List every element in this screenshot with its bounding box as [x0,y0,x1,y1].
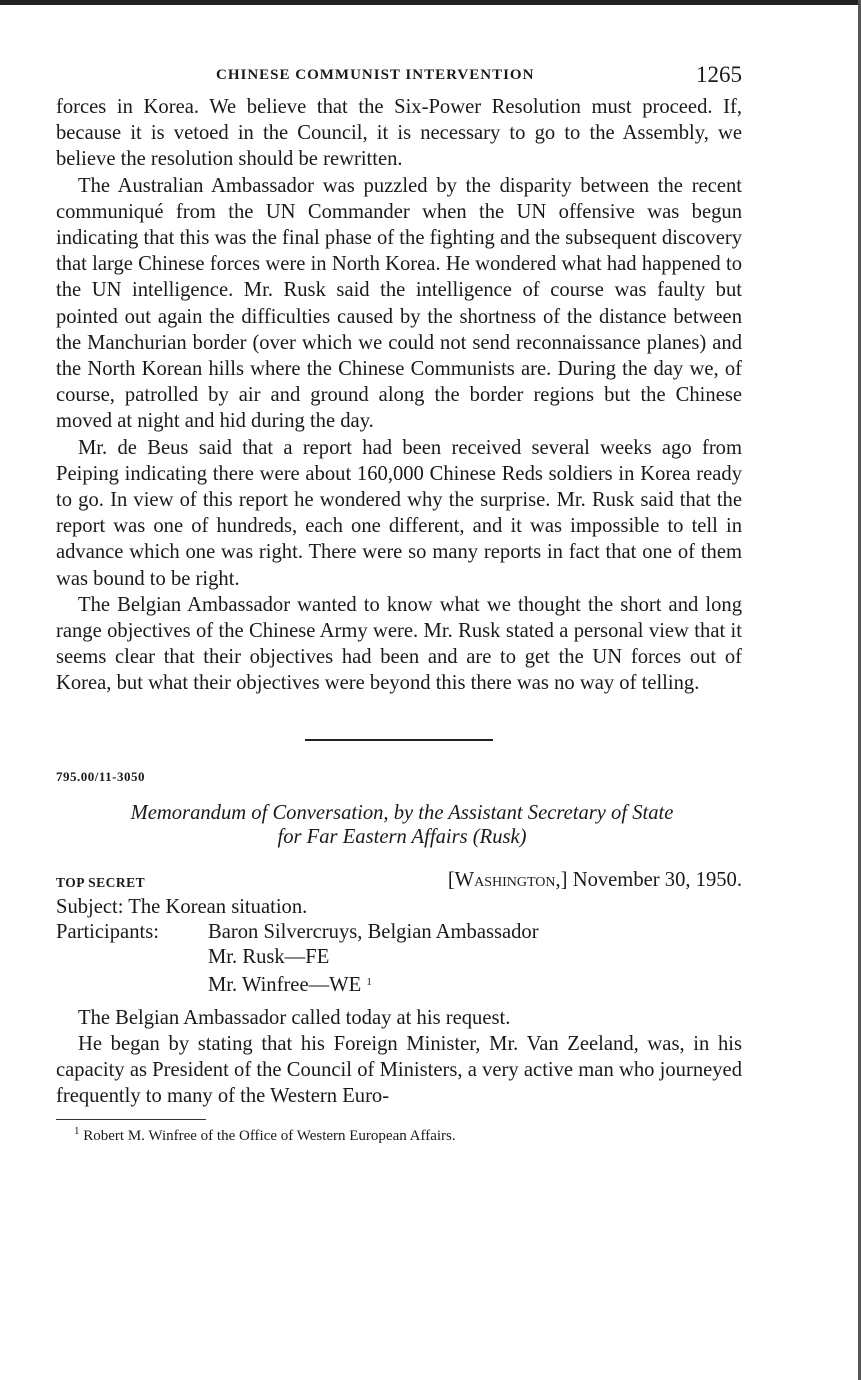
paragraph-continued: forces in Korea. We believe that the Six-Power Resolution must proceed. If, because it is vetoed in the Council, it is necessary to go to the Assembly, we believe the resolution should be rewritten. [56,96,742,171]
paragraph-de-beus: Mr. de Beus said that a report had been received several weeks ago from Peiping indicating there were about 160,000 Chinese Reds soldiers in Korea ready to go. In view of this report he wondered why the surprise. Mr. Rusk said that the report was one of hundreds, each one different, and it was impossible to tell in advance which one was right. There were so many reports in fact that one of them was bound to be right. [56,436,742,590]
document-id: 795.00/11-3050 [56,768,145,784]
participant-name-text: Mr. Winfree—WE [208,973,362,996]
memo-title-line-1: Memorandum of Conversation, by the Assistant Secretary of State [130,801,674,824]
footnote-text: Robert M. Winfree of the Office of Western European Affairs. [83,1128,456,1145]
participant-name: Baron Silvercruys, Belgian Ambassador [208,920,539,943]
subject-label: Subject: [56,895,124,918]
memo-meta [56,869,742,895]
participant-row [56,920,742,945]
memo-title-line-2: for Far Eastern Affairs (Rusk) [277,825,527,848]
footnote-marker: 1 [74,1125,80,1138]
participant-name: Mr. Rusk—FE [208,945,330,968]
participants-label: Participants: [56,920,159,943]
paragraph-australian-ambassador: The Australian Ambassador was puzzled by the disparity between the recent communiqué from the UN Commander when the UN offensive was begun indicating that this was the final phase of the fighting and the subsequent discovery that large Chinese forces were in North Korea. He wondered what had happened to the UN intelligence. Mr. Rusk said the intelligence of course was faulty but pointed out again the difficulties caused by the shortness of the distance between the Manchurian border (over which we could not send reconnaissance planes) and the North Korean hills where the Chinese Communists are. During the day we, of course, patrolled by air and ground along the border regions but the Chinese moved at night and hid during the day. [56,174,742,433]
place-date [448,869,742,892]
top-border [0,0,861,5]
subject-line [56,895,742,920]
footnote-reference: 1 [366,975,372,988]
running-title: CHINESE COMMUNIST INTERVENTION [216,67,535,83]
paragraph-foreign-minister: He began by stating that his Foreign Minister, Mr. Van Zeeland, was, in his capacity as President of the Council of Ministers, a very active man who journeyed frequently to many of the Western Euro- [56,1032,742,1108]
participant-row [56,945,742,970]
participant-name [208,970,372,998]
subject-text: The Korean situation. [128,895,308,918]
page-header [56,62,742,94]
classification: TOP SECRET [56,874,146,890]
footnote [56,1125,742,1145]
place: [Washington,] [447,868,568,891]
footnote-rule [56,1119,206,1120]
memo-title [56,801,742,849]
participants [56,920,742,995]
participant-row [56,970,742,995]
paragraph-belgian-ambassador: The Belgian Ambassador wanted to know what we thought the short and long range objectives of the Chinese Army were. Mr. Rusk stated a personal view that it seems clear that their objectives had been and are to get the UN forces out of Korea, but what their objectives were beyond this there was no way of telling. [56,593,742,695]
page [56,62,742,1145]
paragraph-called-today: The Belgian Ambassador called today at his request. [78,1006,511,1029]
page-number: 1265 [696,62,742,87]
date: November 30, 1950. [572,868,742,891]
memo-body [56,1005,742,1110]
section-separator [305,739,493,741]
